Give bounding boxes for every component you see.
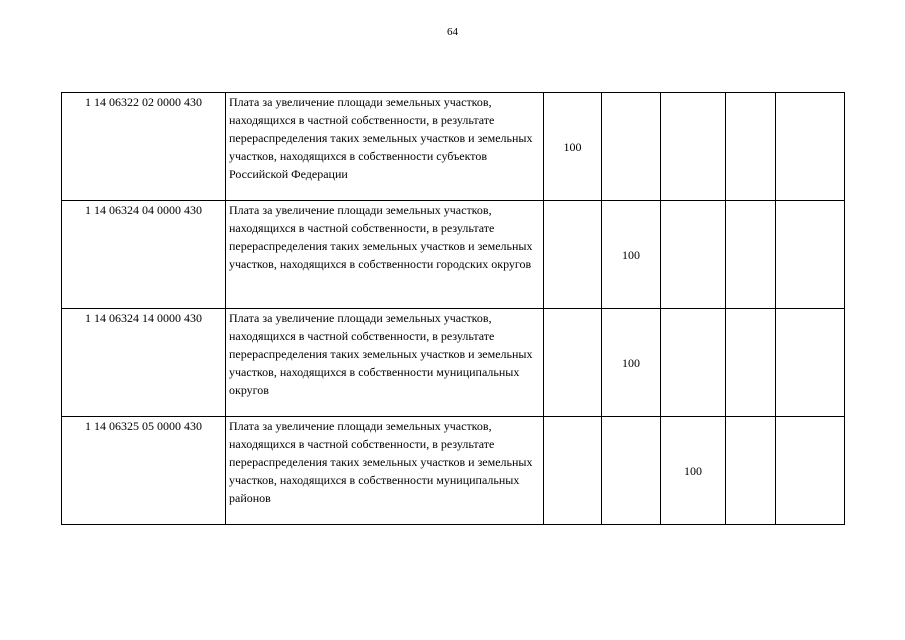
value-cell: 100 [661,417,726,525]
budget-code: 1 14 06322 02 0000 430 [85,95,202,109]
value-cell [661,309,726,417]
budget-code: 1 14 06325 05 0000 430 [85,419,202,433]
value-cell [726,309,776,417]
value-cell [776,309,845,417]
value-cell [544,309,602,417]
value-cell [661,201,726,309]
value-cell [661,93,726,201]
value-cell [544,417,602,525]
value-cell [602,93,661,201]
value-cell [776,417,845,525]
budget-code: 1 14 06324 14 0000 430 [85,311,202,325]
revenue-distribution-table [61,92,845,525]
value-cell [776,201,845,309]
table-row [62,309,845,417]
value-cell [544,201,602,309]
budget-code-cell [62,309,226,417]
value-cell [726,93,776,201]
value-cell [726,417,776,525]
description-cell: Плата за увеличение площади земельных участков, находящихся в частной собственности, в результате перераспределения таких земельных участков и земельных участков, находящихся в собственности муниципальных районов [226,417,544,525]
value-cell [776,93,845,201]
budget-code-cell [62,417,226,525]
budget-code-cell [62,93,226,201]
value-cell: 100 [602,309,661,417]
budget-code-cell [62,201,226,309]
value-cell: 100 [544,93,602,201]
value-cell [602,417,661,525]
description-cell: Плата за увеличение площади земельных участков, находящихся в частной собственности, в результате перераспределения таких земельных участков и земельных участков, находящихся в собственности субъектов Российской Федерации [226,93,544,201]
table-row [62,93,845,201]
table-row [62,417,845,525]
budget-code: 1 14 06324 04 0000 430 [85,203,202,217]
table-row [62,201,845,309]
description-cell: Плата за увеличение площади земельных участков, находящихся в частной собственности, в результате перераспределения таких земельных участков и земельных участков, находящихся в собственности городских округов [226,201,544,309]
value-cell [726,201,776,309]
value-cell: 100 [602,201,661,309]
page-number: 64 [447,26,458,38]
description-cell: Плата за увеличение площади земельных участков, находящихся в частной собственности, в результате перераспределения таких земельных участков и земельных участков, находящихся в собственности муниципальных округов [226,309,544,417]
